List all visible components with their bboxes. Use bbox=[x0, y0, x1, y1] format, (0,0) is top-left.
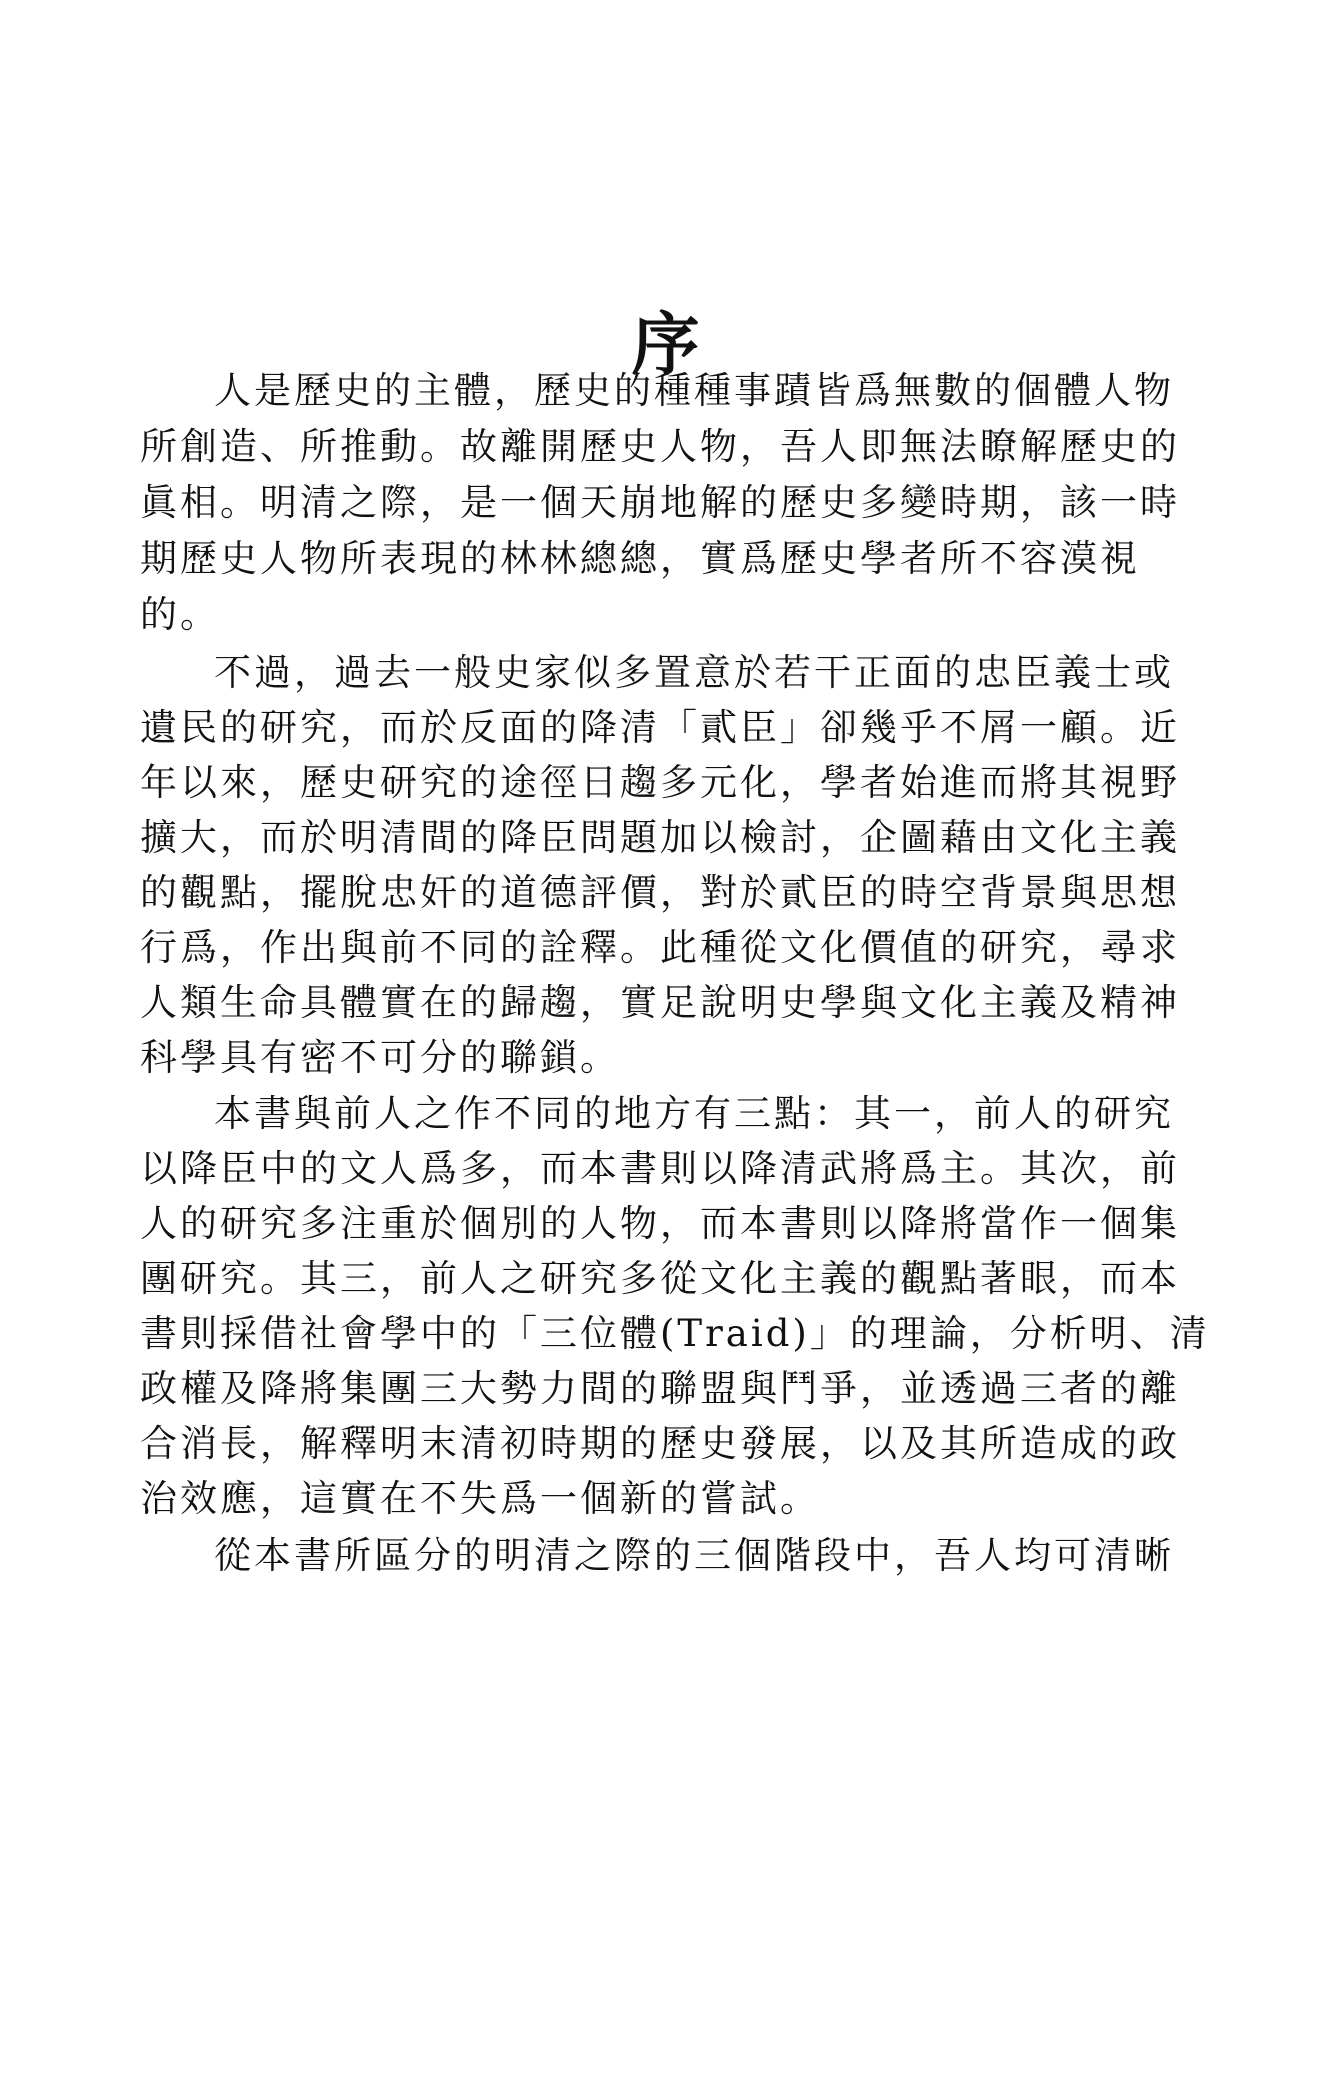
paragraph-2-line-3: 年以來，歷史研究的途徑日趨多元化，學者始進而將其視野 bbox=[140, 761, 1180, 804]
paragraph-3-line-8: 治效應，這實在不失爲一個新的嘗試。 bbox=[140, 1477, 820, 1520]
paragraph-1-line-2: 所創造、所推動。故離開歷史人物，吾人即無法瞭解歷史的 bbox=[140, 425, 1180, 468]
page-title: 序 bbox=[631, 305, 700, 385]
paragraph-2-line-5: 的觀點，擺脫忠奸的道德評價，對於貳臣的時空背景與思想 bbox=[140, 871, 1180, 914]
paragraph-2-line-6: 行爲，作出與前不同的詮釋。此種從文化價值的研究，尋求 bbox=[140, 926, 1180, 969]
paragraph-1-line-1: 人是歷史的主體，歷史的種種事蹟皆爲無數的個體人物 bbox=[214, 369, 1174, 412]
paragraph-2-line-4: 擴大，而於明清間的降臣問題加以檢討，企圖藉由文化主義 bbox=[140, 816, 1180, 859]
paragraph-1-line-4: 期歷史人物所表現的林林總總，實爲歷史學者所不容漠視 bbox=[140, 537, 1140, 580]
paragraph-1-line-3: 眞相。明清之際，是一個天崩地解的歷史多變時期，該一時 bbox=[140, 481, 1180, 524]
paragraph-3-line-1: 本書與前人之作不同的地方有三點：其一，前人的研究 bbox=[214, 1092, 1174, 1135]
paragraph-3-line-3: 人的研究多注重於個別的人物，而本書則以降將當作一個集 bbox=[140, 1202, 1180, 1245]
paragraph-3-line-4: 團研究。其三，前人之研究多從文化主義的觀點著眼，而本 bbox=[140, 1257, 1180, 1300]
paragraph-2-line-7: 人類生命具體實在的歸趨，實足說明史學與文化主義及精神 bbox=[140, 981, 1180, 1024]
paragraph-2-line-1: 不過，過去一般史家似多置意於若干正面的忠臣義士或 bbox=[214, 651, 1174, 694]
paragraph-3-line-2: 以降臣中的文人爲多，而本書則以降清武將爲主。其次，前 bbox=[140, 1147, 1180, 1190]
paragraph-1-line-5: 的。 bbox=[140, 593, 220, 636]
paragraph-3-line-6: 政權及降將集團三大勢力間的聯盟與鬥爭，並透過三者的離 bbox=[140, 1367, 1180, 1410]
paragraph-4-line-1: 從本書所區分的明清之際的三個階段中，吾人均可清晰 bbox=[214, 1534, 1174, 1577]
paragraph-3-line-5: 書則採借社會學中的「三位體(Traid)」的理論，分析明、清 bbox=[140, 1312, 1210, 1355]
paragraph-2-line-8: 科學具有密不可分的聯鎖。 bbox=[140, 1036, 620, 1079]
paragraph-2-line-2: 遺民的研究，而於反面的降清「貳臣」卻幾乎不屑一顧。近 bbox=[140, 706, 1180, 749]
paragraph-3-line-7: 合消長，解釋明末清初時期的歷史發展，以及其所造成的政 bbox=[140, 1422, 1180, 1465]
